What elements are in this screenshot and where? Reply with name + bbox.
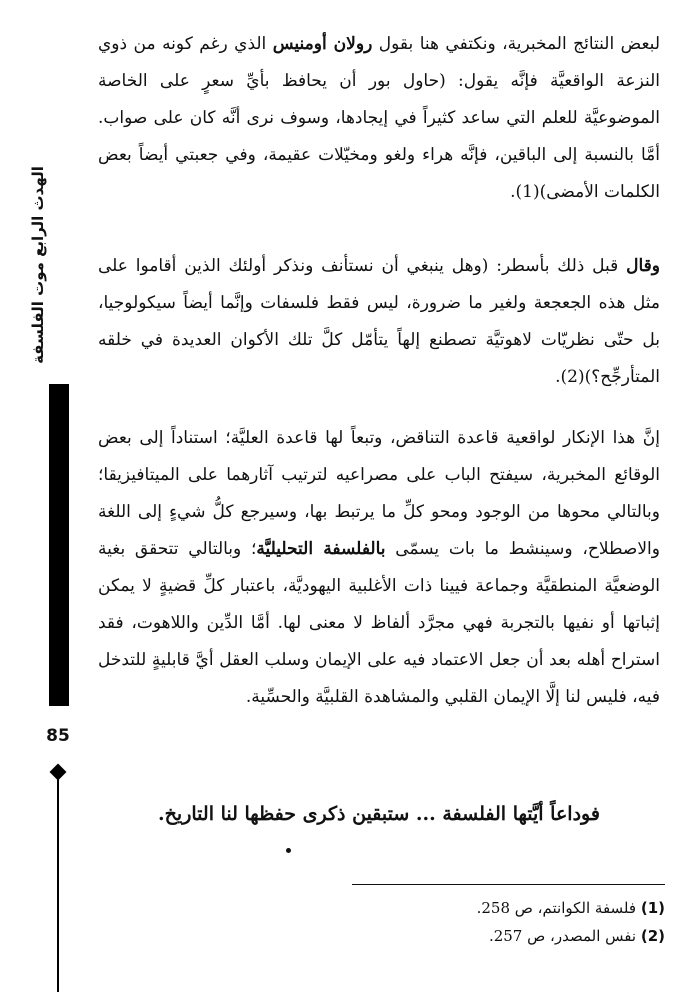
footnote-2-text: نفس المصدر، ص 257. bbox=[488, 927, 641, 945]
p1-text-b: الذي رغم كونه من ذوي النزعة الواقعيَّة فإنَّه يقول: (حاول بور أن يحافظ بأيِّ سعرٍ على الخاصة الموضوعيَّة للعلم التي ساعد كثيراً في إيجادها، وسوف نرى أنَّه كان على صواب. أمَّا بالنسبة إلى الباقين، فإنَّه هراء ولغو ومخيّلات عقيمة، وفي جعبتي أيضاً بعض الكلمات الأمضى)(1). bbox=[98, 34, 660, 202]
ornament-dot bbox=[286, 848, 291, 853]
footnotes bbox=[330, 894, 665, 950]
p2-lead: وقال bbox=[626, 256, 660, 276]
paragraph-3 bbox=[98, 420, 660, 716]
p3-analytic-philosophy: بالفلسفة التحليليَّة bbox=[256, 539, 386, 559]
side-vertical-rule bbox=[57, 778, 59, 992]
p3-text-a: إنَّ هذا الإنكار لواقعية قاعدة التناقض، وتبعاً لها قاعدة العليَّة؛ استناداً إلى بعض الوقائع المخبرية، سيفتح الباب على مصراعيه لترتيب آثارهما على الميتافيزيقا؛ وبالتالي محوها من الوجود ومحو كلِّ ما يرتبط بها، وسيرجع كلُّ شيءٍ إلى اللغة والاصطلاح، وسينشط ما بات يسمّى bbox=[98, 428, 660, 559]
footnote-2 bbox=[330, 922, 665, 950]
running-header-title: الهدث الرابع موت الفلسفة bbox=[29, 166, 47, 364]
footnote-2-number: (2) bbox=[640, 927, 665, 945]
closing-line: فوداعاً أيَّتها الفلسفة ... ستبقين ذكرى حفظها لنا التاريخ. bbox=[158, 803, 600, 825]
footnote-separator bbox=[352, 884, 665, 885]
p3-text-b: ؛ وبالتالي تتحقق بغية الوضعيَّة المنطقيَّة وجماعة فيينا ذات الأغلبية اليهوديَّة، باعتبار كلِّ قضيةٍ لا يمكن إثباتها أو نفيها بالتجربة فهي مجرَّد ألفاظ لا معنى لها. أمَّا الدِّين واللاهوت، فقد استراح أهله بعد أن جعل الاعتماد فيه على الإيمان وسلب العقل أيَّ قابليةٍ للتدخل فيه، فليس لنا إلَّا الإيمان القلبي والمشاهدة القلبيَّة والحسِّية. bbox=[98, 539, 660, 707]
paragraph-2 bbox=[98, 248, 660, 396]
footnote-1 bbox=[330, 894, 665, 922]
paragraph-1 bbox=[98, 26, 660, 211]
p1-name-omnes: رولان أومنيس bbox=[272, 34, 373, 54]
footnote-1-number: (1) bbox=[640, 899, 665, 917]
side-marker-bar bbox=[49, 384, 69, 706]
p1-text-a: لبعض النتائج المخبرية، ونكتفي هنا بقول bbox=[372, 34, 660, 54]
p2-text: قبل ذلك بأسطر: (وهل ينبغي أن نستأنف ونذكر أولئك الذين أقاموا على مثل هذه الجعجعة ولغير ما ضرورة، ليس فقط فلسفات وإنَّما أيضاً سيكولوجيا، بل حتّى نظريّات لاهوتيَّة تصطنع إلهاً يتأمّل كلَّ تلك الأكوان العديدة في خلقه المتأرجِّح؟)(2). bbox=[98, 256, 660, 387]
page-number: 85 bbox=[46, 726, 70, 746]
footnote-1-text: فلسفة الكوانتم، ص 258. bbox=[476, 899, 641, 917]
